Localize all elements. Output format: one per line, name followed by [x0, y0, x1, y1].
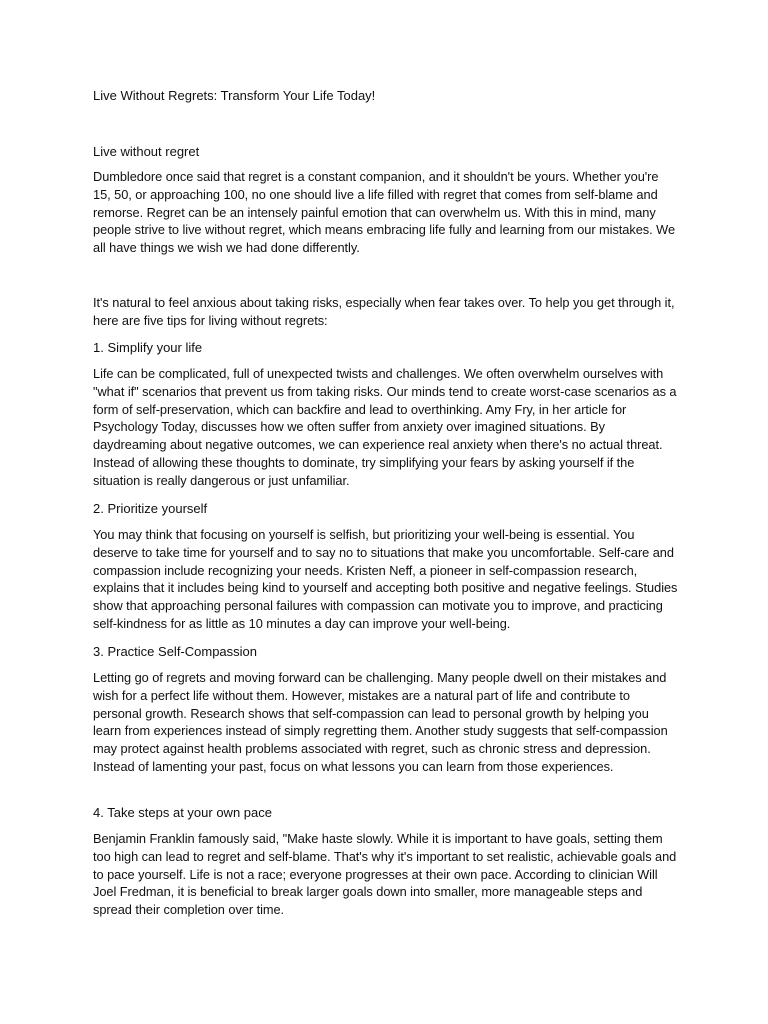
- intro-heading: Live without regret: [93, 144, 200, 159]
- document-title: Live Without Regrets: Transform Your Life Today!: [93, 88, 376, 103]
- tip-2-heading: 2. Prioritize yourself: [93, 501, 208, 516]
- tip-2-body: You may think that focusing on yourself is selfish, but prioritizing your well-being is essential. You deserve to take time for yourself and to say no to situations that make you uncomfortable. Self-care and compassion include recognizing your needs. Kristen Neff, a pioneer in self-compassion research, explains that it includes being kind to yourself and accepting both positive and negative feelings. Studies show that approaching personal failures with compassion can motivate you to improve, and practicing self-kindness for as little as 10 minutes a day can improve your well-being.: [93, 527, 678, 631]
- tip-4-body: Benjamin Franklin famously said, "Make haste slowly. While it is important to have goals, setting them too high can lead to regret and self-blame. That's why it's important to set realistic, achievable goals and to pace yourself. Life is not a race; everyone progresses at their own pace. According to clinician Will Joel Fredman, it is beneficial to break larger goals down into smaller, more manageable steps and spread their completion over time.: [93, 831, 677, 918]
- lead-paragraph: It's natural to feel anxious about taking risks, especially when fear takes over. To help you get through it, here are five tips for living without regrets:: [93, 295, 675, 328]
- tip-3-body: Letting go of regrets and moving forward can be challenging. Many people dwell on their mistakes and wish for a perfect life without them. However, mistakes are a natural part of life and contribute to personal growth. Research shows that self-compassion can lead to personal growth by helping you learn from experiences instead of simply regretting them. Another study suggests that self-compassion may protect against health problems associated with regret, such as chronic stress and depression. Instead of lamenting your past, focus on what lessons you can learn from those experiences.: [93, 670, 668, 774]
- tip-1-body: Life can be complicated, full of unexpected twists and challenges. We often overwhelm ourselves with "what if" scenarios that prevent us from taking risks. Our minds tend to create worst-case scenarios as a form of self-preservation, which can backfire and lead to overthinking. Amy Fry, in her article for Psychology Today, discusses how we often suffer from anxiety over imagined situations. By daydreaming about negative outcomes, we can experience real anxiety when there's no actual threat. Instead of allowing these thoughts to dominate, try simplifying your fears by asking yourself if the situation is really dangerous or just unfamiliar.: [93, 366, 677, 488]
- tip-3-heading: 3. Practice Self-Compassion: [93, 644, 258, 659]
- tip-1-heading: 1. Simplify your life: [93, 340, 203, 355]
- intro-paragraph: Dumbledore once said that regret is a constant companion, and it shouldn't be yours. Whether you're 15, 50, or approaching 100, no one should live a life filled with regret that comes from self-blame and remorse. Regret can be an intensely painful emotion that can overwhelm us. With this in mind, many people strive to live without regret, which means embracing life fully and learning from our mistakes. We all have things we wish we had done differently.: [93, 169, 676, 256]
- tip-4-heading: 4. Take steps at your own pace: [93, 805, 272, 820]
